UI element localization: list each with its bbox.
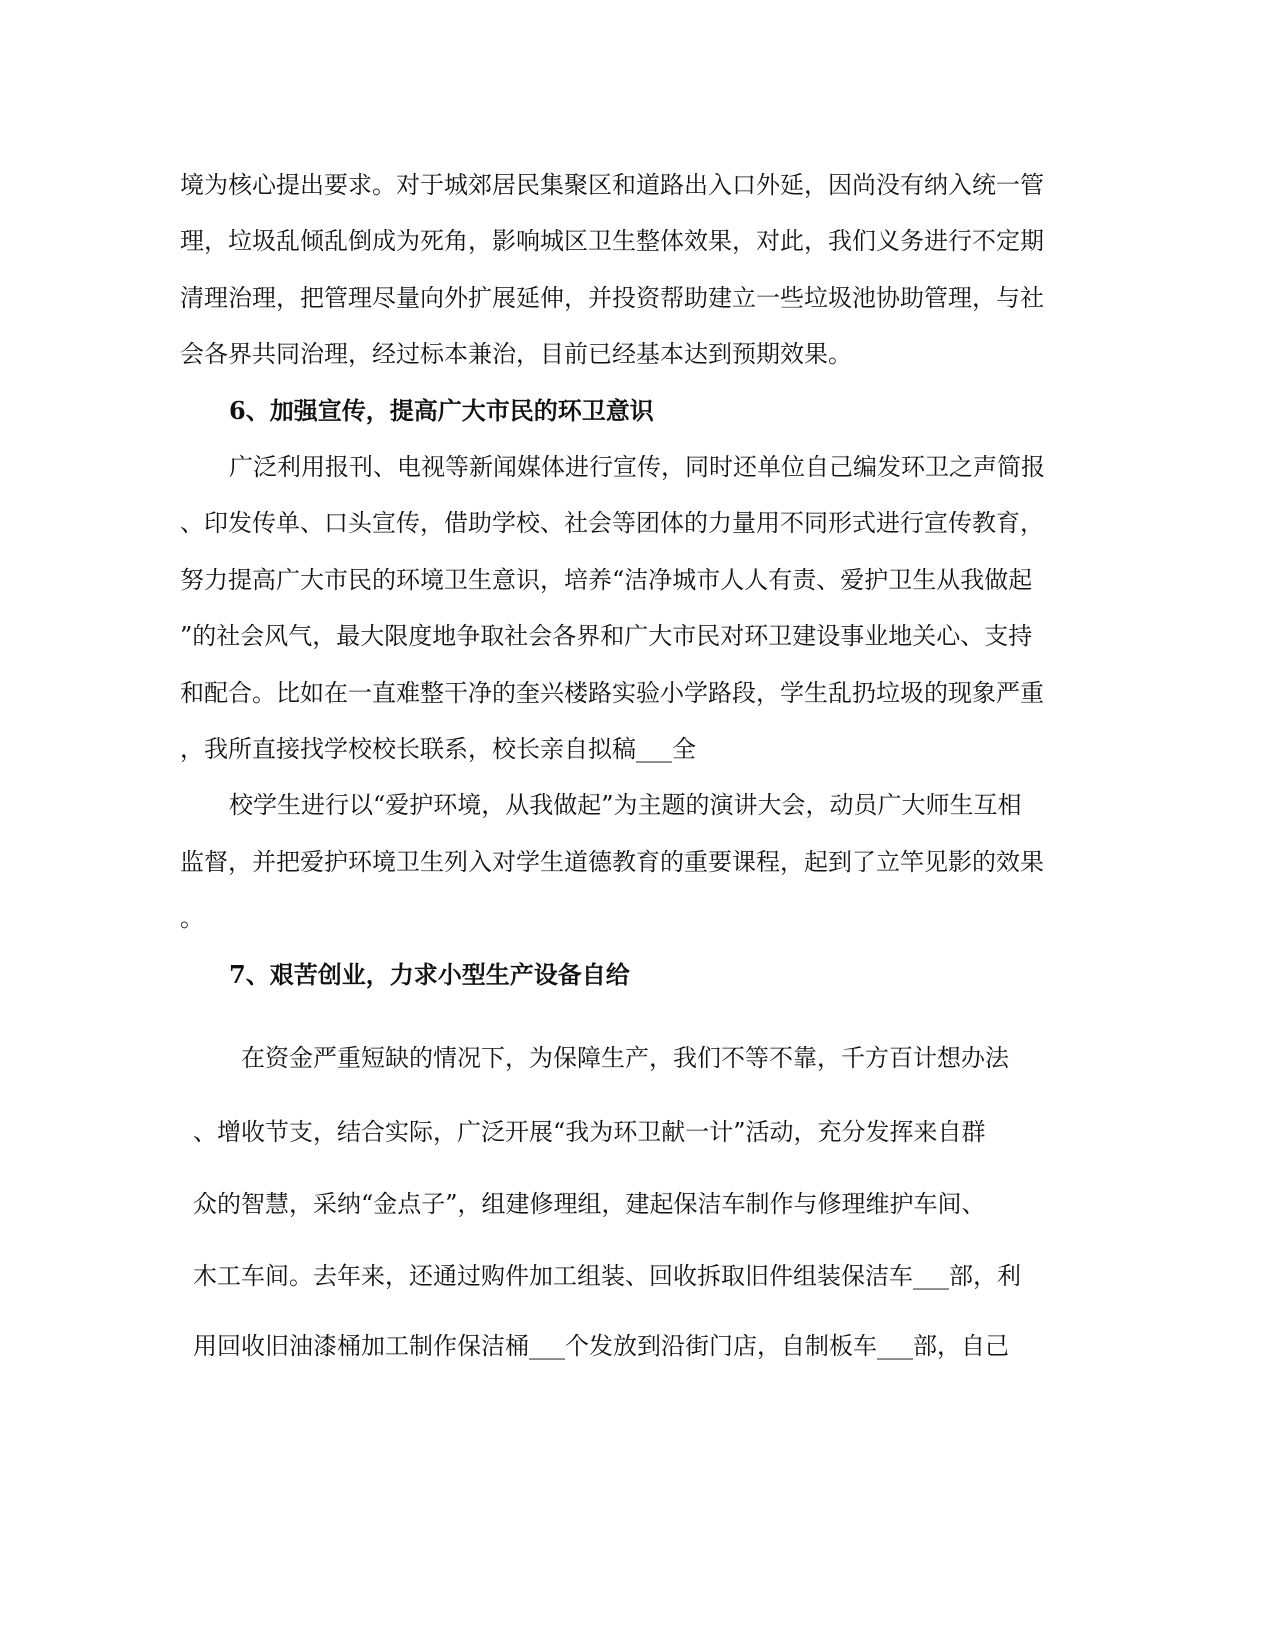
paragraph-1-line-1: 境为核心提出要求。对于城郊居民集聚区和道路出入口外延，因尚没有纳入统一管 (180, 171, 1044, 199)
paragraph-4-line-1: 在资金严重短缺的情况下，为保障生产，我们不等不靠，千方百计想办法 (241, 1044, 1009, 1072)
paragraph-1-line-3: 清理治理，把管理尽量向外扩展延伸，并投资帮助建立一些垃圾池协助管理，与社 (180, 284, 1044, 312)
paragraph-2-line-6: ，我所直接找学校校长联系，校长亲自拟稿___全 (180, 735, 696, 763)
paragraph-4-line-5: 用回收旧油漆桶加工制作保洁桶___个发放到沿街门店，自制板车___部，自己 (193, 1332, 1009, 1360)
paragraph-2-line-4: ”的社会风气，最大限度地争取社会各界和广大市民对环卫建设事业地关心、支持 (180, 622, 1033, 650)
paragraph-3-line-3: 。 (180, 904, 204, 932)
paragraph-3-line-1: 校学生进行以“爱护环境，从我做起”为主题的演讲大会，动员广大师生互相 (229, 791, 1022, 819)
paragraph-4-line-3: 众的智慧，采纳“金点子”，组建修理组，建起保洁车制作与修理维护车间、 (193, 1190, 986, 1218)
paragraph-1-line-4: 会各界共同治理，经过标本兼治，目前已经基本达到预期效果。 (180, 340, 852, 368)
section-heading-7: 7、艰苦创业，力求小型生产设备自给 (229, 960, 630, 989)
paragraph-4-line-4: 木工车间。去年来，还通过购件加工组装、回收拆取旧件组装保洁车___部，利 (193, 1262, 1021, 1290)
paragraph-2-line-1: 广泛利用报刊、电视等新闻媒体进行宣传，同时还单位自己编发环卫之声简报 (229, 453, 1045, 481)
paragraph-1-line-2: 理，垃圾乱倾乱倒成为死角，影响城区卫生整体效果，对此，我们义务进行不定期 (180, 227, 1044, 255)
paragraph-2-line-5: 和配合。比如在一直难整干净的奎兴楼路实验小学路段，学生乱扔垃圾的现象严重 (180, 679, 1044, 707)
paragraph-2-line-3: 努力提高广大市民的环境卫生意识，培养“洁净城市人人有责、爱护卫生从我做起 (180, 566, 1033, 594)
paragraph-2-line-2: 、印发传单、口头宣传，借助学校、社会等团体的力量用不同形式进行宣传教育， (180, 509, 1044, 537)
section-heading-6: 6、加强宣传，提高广大市民的环卫意识 (229, 396, 654, 425)
paragraph-4-line-2: 、增收节支，结合实际，广泛开展“我为环卫献一计”活动，充分发挥来自群 (193, 1118, 986, 1146)
paragraph-3-line-2: 监督，并把爱护环境卫生列入对学生道德教育的重要课程，起到了立竿见影的效果 (180, 848, 1044, 876)
